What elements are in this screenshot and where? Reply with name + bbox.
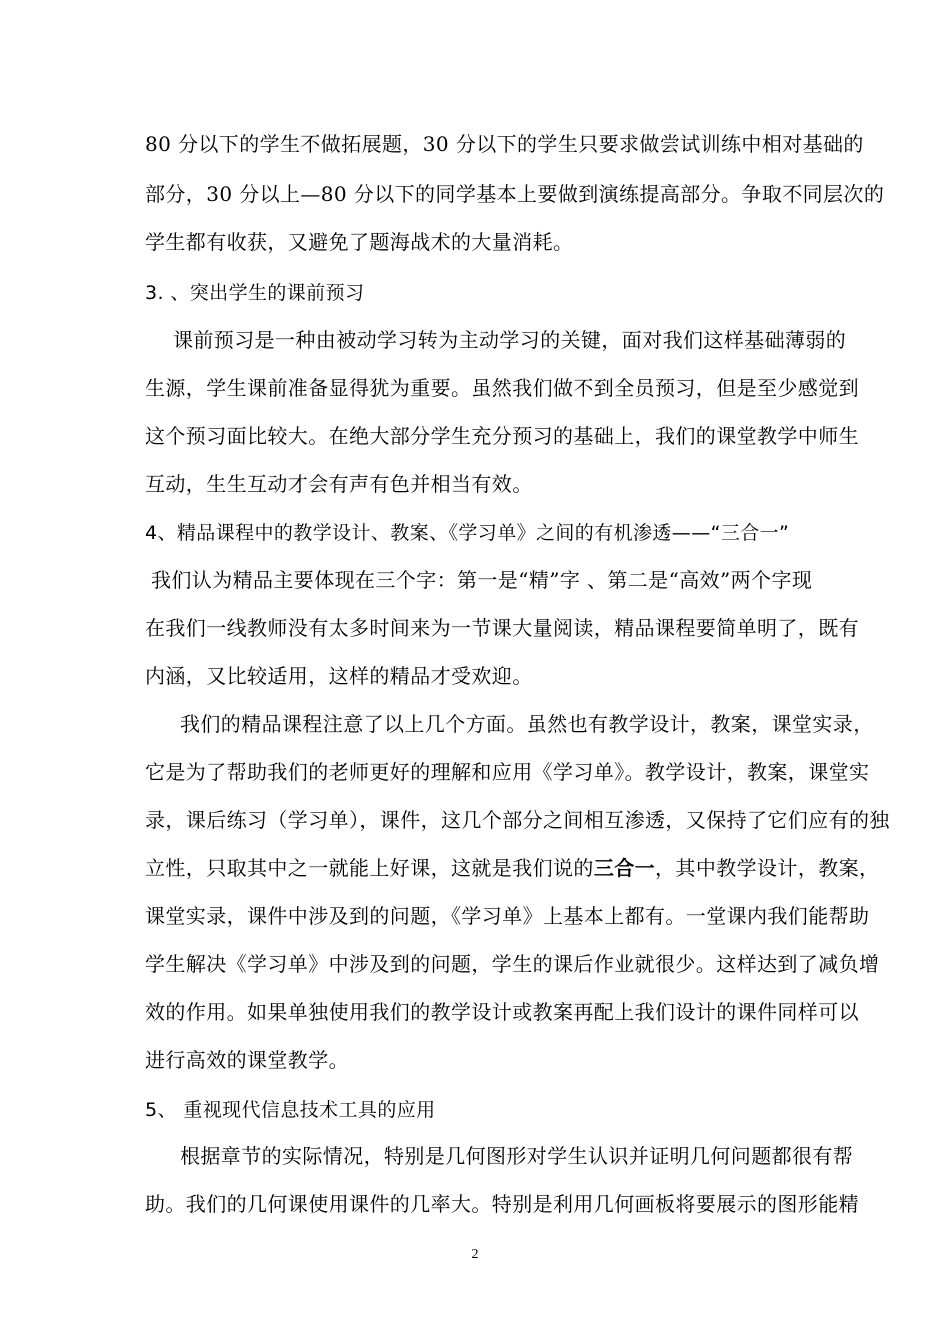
bold-term-sanheyi: 三合一 (593, 856, 656, 880)
paragraph-line: 录，课后练习（学习单），课件，这几个部分之间相互渗透，又保持了它们应有的独 (145, 808, 890, 832)
paragraph-line: 80 分以下的学生不做拓展题，30 分以下的学生只要求做尝试训练中相对基础的 (145, 132, 864, 156)
paragraph-line: 我们认为精品主要体现在三个字：第一是“精”字 、第二是“高效”两个字现 (151, 568, 813, 592)
paragraph-line: 我们的精品课程注意了以上几个方面。虽然也有教学设计，教案，课堂实录， (180, 712, 874, 736)
paragraph-line: 学生解决《学习单》中涉及到的问题，学生的课后作业就很少。这样达到了减负增 (145, 952, 880, 976)
paragraph-line: 学生都有收获，又避免了题海战术的大量消耗。 (145, 230, 574, 254)
section-heading-3: 3. 、突出学生的课前预习 (145, 282, 365, 304)
paragraph-line: 根据章节的实际情况，特别是几何图形对学生认识并证明几何问题都很有帮 (180, 1144, 854, 1168)
paragraph-line: 课前预习是一种由被动学习转为主动学习的关键，面对我们这样基础薄弱的 (173, 328, 847, 352)
paragraph-line: 课堂实录，课件中涉及到的问题，《学习单》上基本上都有。一堂课内我们能帮助 (145, 904, 870, 928)
paragraph-line: 部分，30 分以上—80 分以下的同学基本上要做到演练提高部分。争取不同层次的 (145, 182, 885, 206)
paragraph-line: 进行高效的课堂教学。 (145, 1048, 349, 1072)
section-heading-4: 4、精品课程中的教学设计、教案、《学习单》之间的有机渗透——“三合一” (145, 522, 790, 544)
page-number: 2 (471, 1247, 479, 1262)
line-text: 立性，只取其中之一就能上好课，这就是我们说的 (145, 856, 594, 880)
paragraph-line: 效的作用。如果单独使用我们的教学设计或教案再配上我们设计的课件同样可以 (145, 1000, 859, 1024)
paragraph-line (145, 855, 880, 881)
paragraph-line: 互动，生生互动才会有声有色并相当有效。 (145, 472, 533, 496)
paragraph-line: 生源，学生课前准备显得犹为重要。虽然我们做不到全员预习，但是至少感觉到 (145, 376, 859, 400)
section-heading-5: 5、 重视现代信息技术工具的应用 (145, 1099, 436, 1121)
paragraph-line: 这个预习面比较大。在绝大部分学生充分预习的基础上，我们的课堂教学中师生 (145, 424, 859, 448)
paragraph-line: 在我们一线教师没有太多时间来为一节课大量阅读，精品课程要简单明了，既有 (145, 616, 859, 640)
paragraph-line: 它是为了帮助我们的老师更好的理解和应用《学习单》。教学设计，教案，课堂实 (145, 760, 870, 784)
line-text: ，其中教学设计，教案， (655, 856, 880, 880)
paragraph-line: 助。我们的几何课使用课件的几率大。特别是利用几何画板将要展示的图形能精 (145, 1192, 859, 1216)
paragraph-line: 内涵，又比较适用，这样的精品才受欢迎。 (145, 664, 533, 688)
